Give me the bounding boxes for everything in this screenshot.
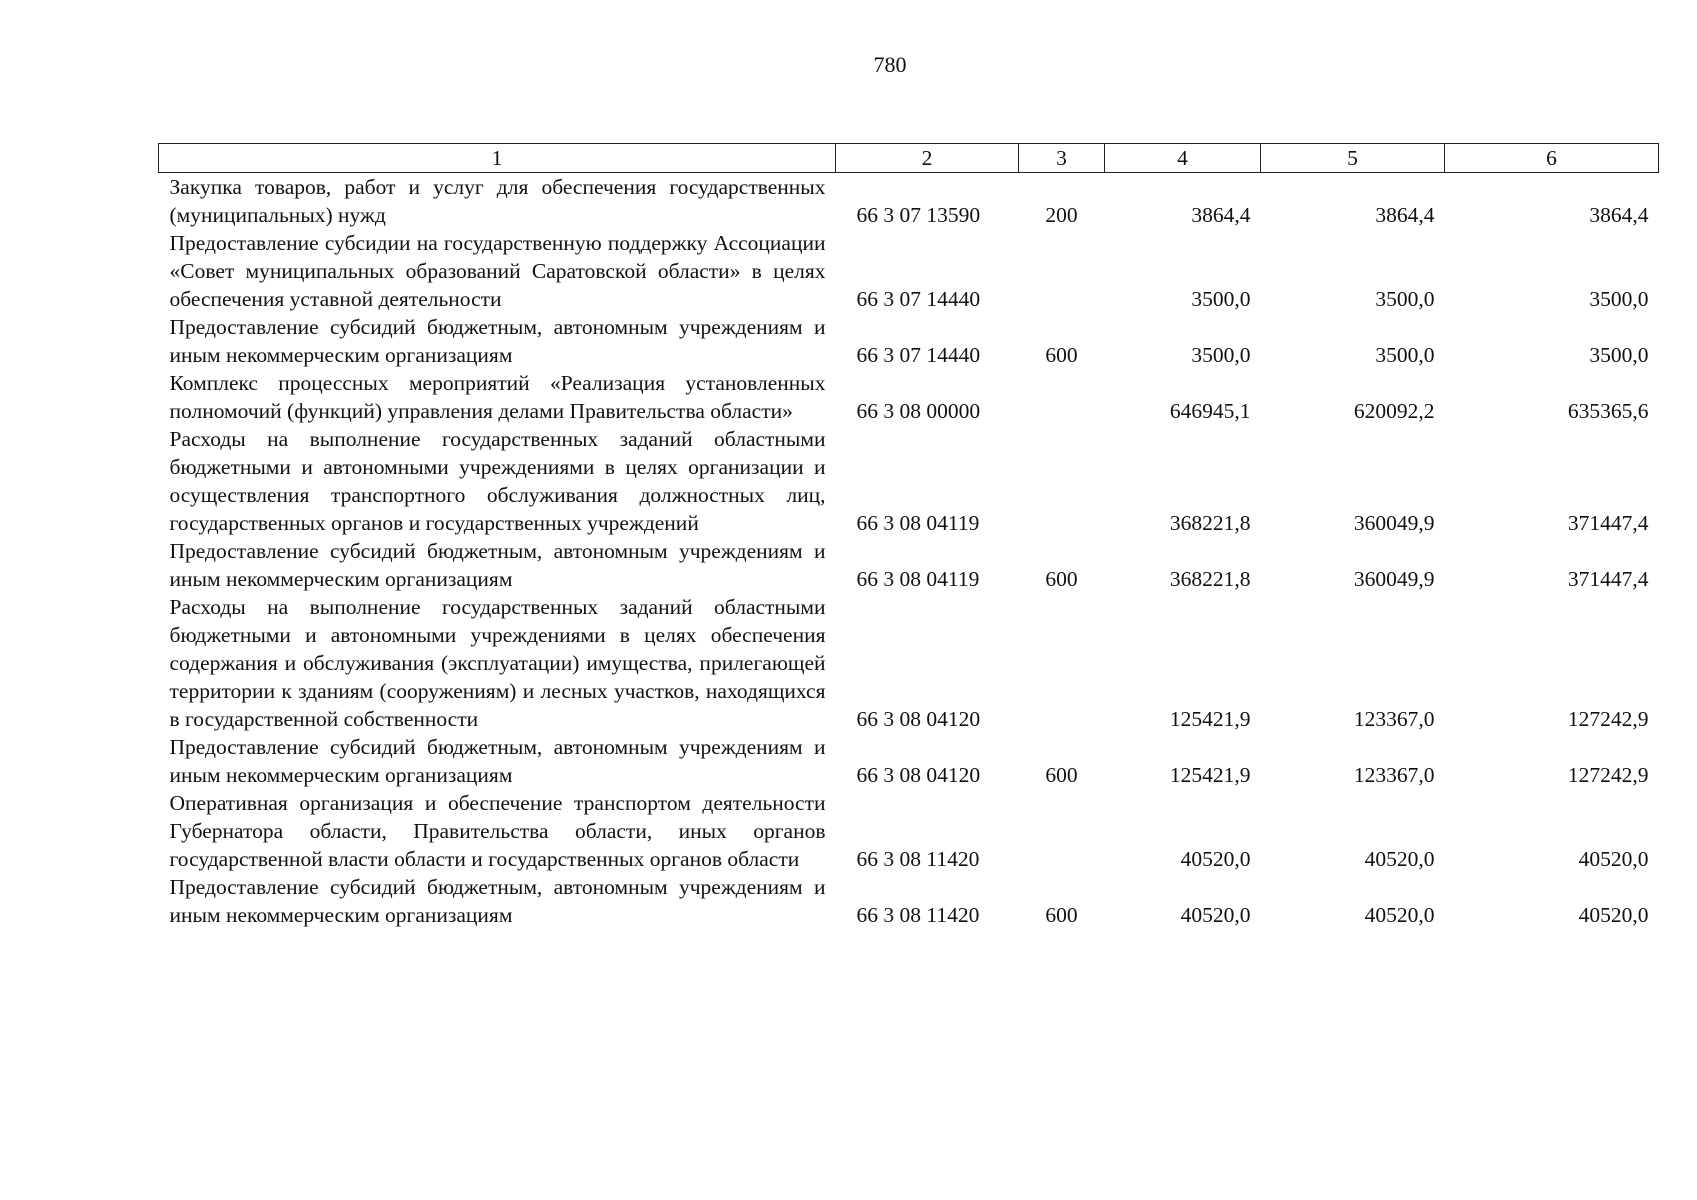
row-code: 66 3 08 00000 [856, 399, 981, 423]
row-name: Комплекс процессных мероприятий «Реализация установленных полномочий (функций) управления делами Правительства области» [169, 371, 826, 423]
column-header-4: 4 [1105, 144, 1261, 173]
row-value-col5: 40520,0 [1364, 903, 1435, 927]
row-name: Закупка товаров, работ и услуг для обеспечения государственных (муниципальных) нужд [169, 175, 826, 227]
row-value-col4: 3500,0 [1191, 287, 1251, 311]
row-code: 66 3 07 13590 [856, 203, 981, 227]
row-value-col5: 620092,2 [1353, 399, 1435, 423]
row-value-col5: 360049,9 [1353, 511, 1435, 535]
row-value-col4: 368221,8 [1169, 511, 1251, 535]
table-row [159, 733, 1659, 789]
row-value-col4: 125421,9 [1169, 707, 1251, 731]
table-body [159, 173, 1659, 930]
row-value-col4: 368221,8 [1169, 567, 1251, 591]
row-value-col6: 127242,9 [1567, 763, 1649, 787]
row-expense-type [1019, 789, 1105, 873]
row-value-col4: 125421,9 [1169, 763, 1251, 787]
row-code: 66 3 08 11420 [856, 847, 980, 871]
table-row [159, 313, 1659, 369]
row-expense-type [1019, 229, 1105, 313]
row-name: Предоставление субсидий бюджетным, автономным учреждениям и иным некоммерческим организациям [169, 539, 826, 591]
row-value-col6: 371447,4 [1567, 511, 1649, 535]
row-name: Предоставление субсидии на государственную поддержку Ассоциации «Совет муниципальных образований Саратовской области» в целях обеспечения уставной деятельности [169, 231, 826, 311]
row-expense-type: 600 [1045, 903, 1078, 927]
row-expense-type: 200 [1045, 203, 1078, 227]
table-row [159, 229, 1659, 313]
column-header-6: 6 [1445, 144, 1659, 173]
row-value-col6: 40520,0 [1578, 903, 1649, 927]
row-value-col4: 40520,0 [1180, 847, 1251, 871]
row-name: Предоставление субсидий бюджетным, автономным учреждениям и иным некоммерческим организациям [169, 735, 826, 787]
row-value-col5: 40520,0 [1364, 847, 1435, 871]
row-expense-type: 600 [1045, 343, 1078, 367]
row-value-col6: 127242,9 [1567, 707, 1649, 731]
budget-table [158, 143, 1659, 929]
table-header [159, 144, 1659, 173]
column-header-2: 2 [836, 144, 1019, 173]
row-expense-type [1019, 425, 1105, 537]
table-row [159, 873, 1659, 929]
row-value-col6: 371447,4 [1567, 567, 1649, 591]
table-row [159, 369, 1659, 425]
row-value-col4: 646945,1 [1169, 399, 1251, 423]
row-code: 66 3 08 04119 [856, 567, 980, 591]
row-value-col6: 3864,4 [1589, 203, 1649, 227]
row-code: 66 3 07 14440 [856, 287, 981, 311]
column-header-5: 5 [1261, 144, 1445, 173]
table-row [159, 425, 1659, 537]
row-name: Предоставление субсидий бюджетным, автономным учреждениям и иным некоммерческим организациям [169, 315, 826, 367]
row-name: Оперативная организация и обеспечение транспортом деятельности Губернатора области, Правительства области, иных органов государственной власти области и государственных органов области [169, 791, 826, 871]
row-value-col6: 3500,0 [1589, 343, 1649, 367]
row-expense-type: 600 [1045, 567, 1078, 591]
row-code: 66 3 08 11420 [856, 903, 980, 927]
row-code: 66 3 08 04119 [856, 511, 980, 535]
row-name: Предоставление субсидий бюджетным, автономным учреждениям и иным некоммерческим организациям [169, 875, 826, 927]
table-row [159, 593, 1659, 733]
row-value-col4: 3864,4 [1191, 203, 1251, 227]
row-code: 66 3 07 14440 [856, 343, 981, 367]
header-row [159, 144, 1659, 173]
page-number: 780 [873, 52, 907, 77]
row-code: 66 3 08 04120 [856, 707, 981, 731]
row-value-col4: 3500,0 [1191, 343, 1251, 367]
column-header-3: 3 [1019, 144, 1105, 173]
column-header-1: 1 [159, 144, 836, 173]
row-value-col5: 123367,0 [1353, 763, 1435, 787]
table-row [159, 789, 1659, 873]
row-expense-type [1019, 369, 1105, 425]
row-name: Расходы на выполнение государственных заданий областными бюджетными и автономными учреждениями в целях обеспечения содержания и обслуживания (эксплуатации) имущества, прилегающей территории к зданиям (сооружениям) и лесных участков, находящихся в государственной собственности [169, 595, 826, 731]
row-expense-type [1019, 593, 1105, 733]
row-value-col6: 40520,0 [1578, 847, 1649, 871]
table-row [159, 537, 1659, 593]
row-expense-type: 600 [1045, 763, 1078, 787]
row-value-col5: 3500,0 [1375, 287, 1435, 311]
table-row [159, 173, 1659, 230]
row-name: Расходы на выполнение государственных заданий областными бюджетными и автономными учреждениями в целях организации и осуществления транспортного обслуживания должностных лиц, государственных органов и государственных учреждений [169, 427, 826, 535]
row-value-col5: 3500,0 [1375, 343, 1435, 367]
row-value-col5: 123367,0 [1353, 707, 1435, 731]
row-value-col5: 360049,9 [1353, 567, 1435, 591]
row-code: 66 3 08 04120 [856, 763, 981, 787]
row-value-col6: 3500,0 [1589, 287, 1649, 311]
row-value-col5: 3864,4 [1375, 203, 1435, 227]
row-value-col6: 635365,6 [1567, 399, 1649, 423]
row-value-col4: 40520,0 [1180, 903, 1251, 927]
